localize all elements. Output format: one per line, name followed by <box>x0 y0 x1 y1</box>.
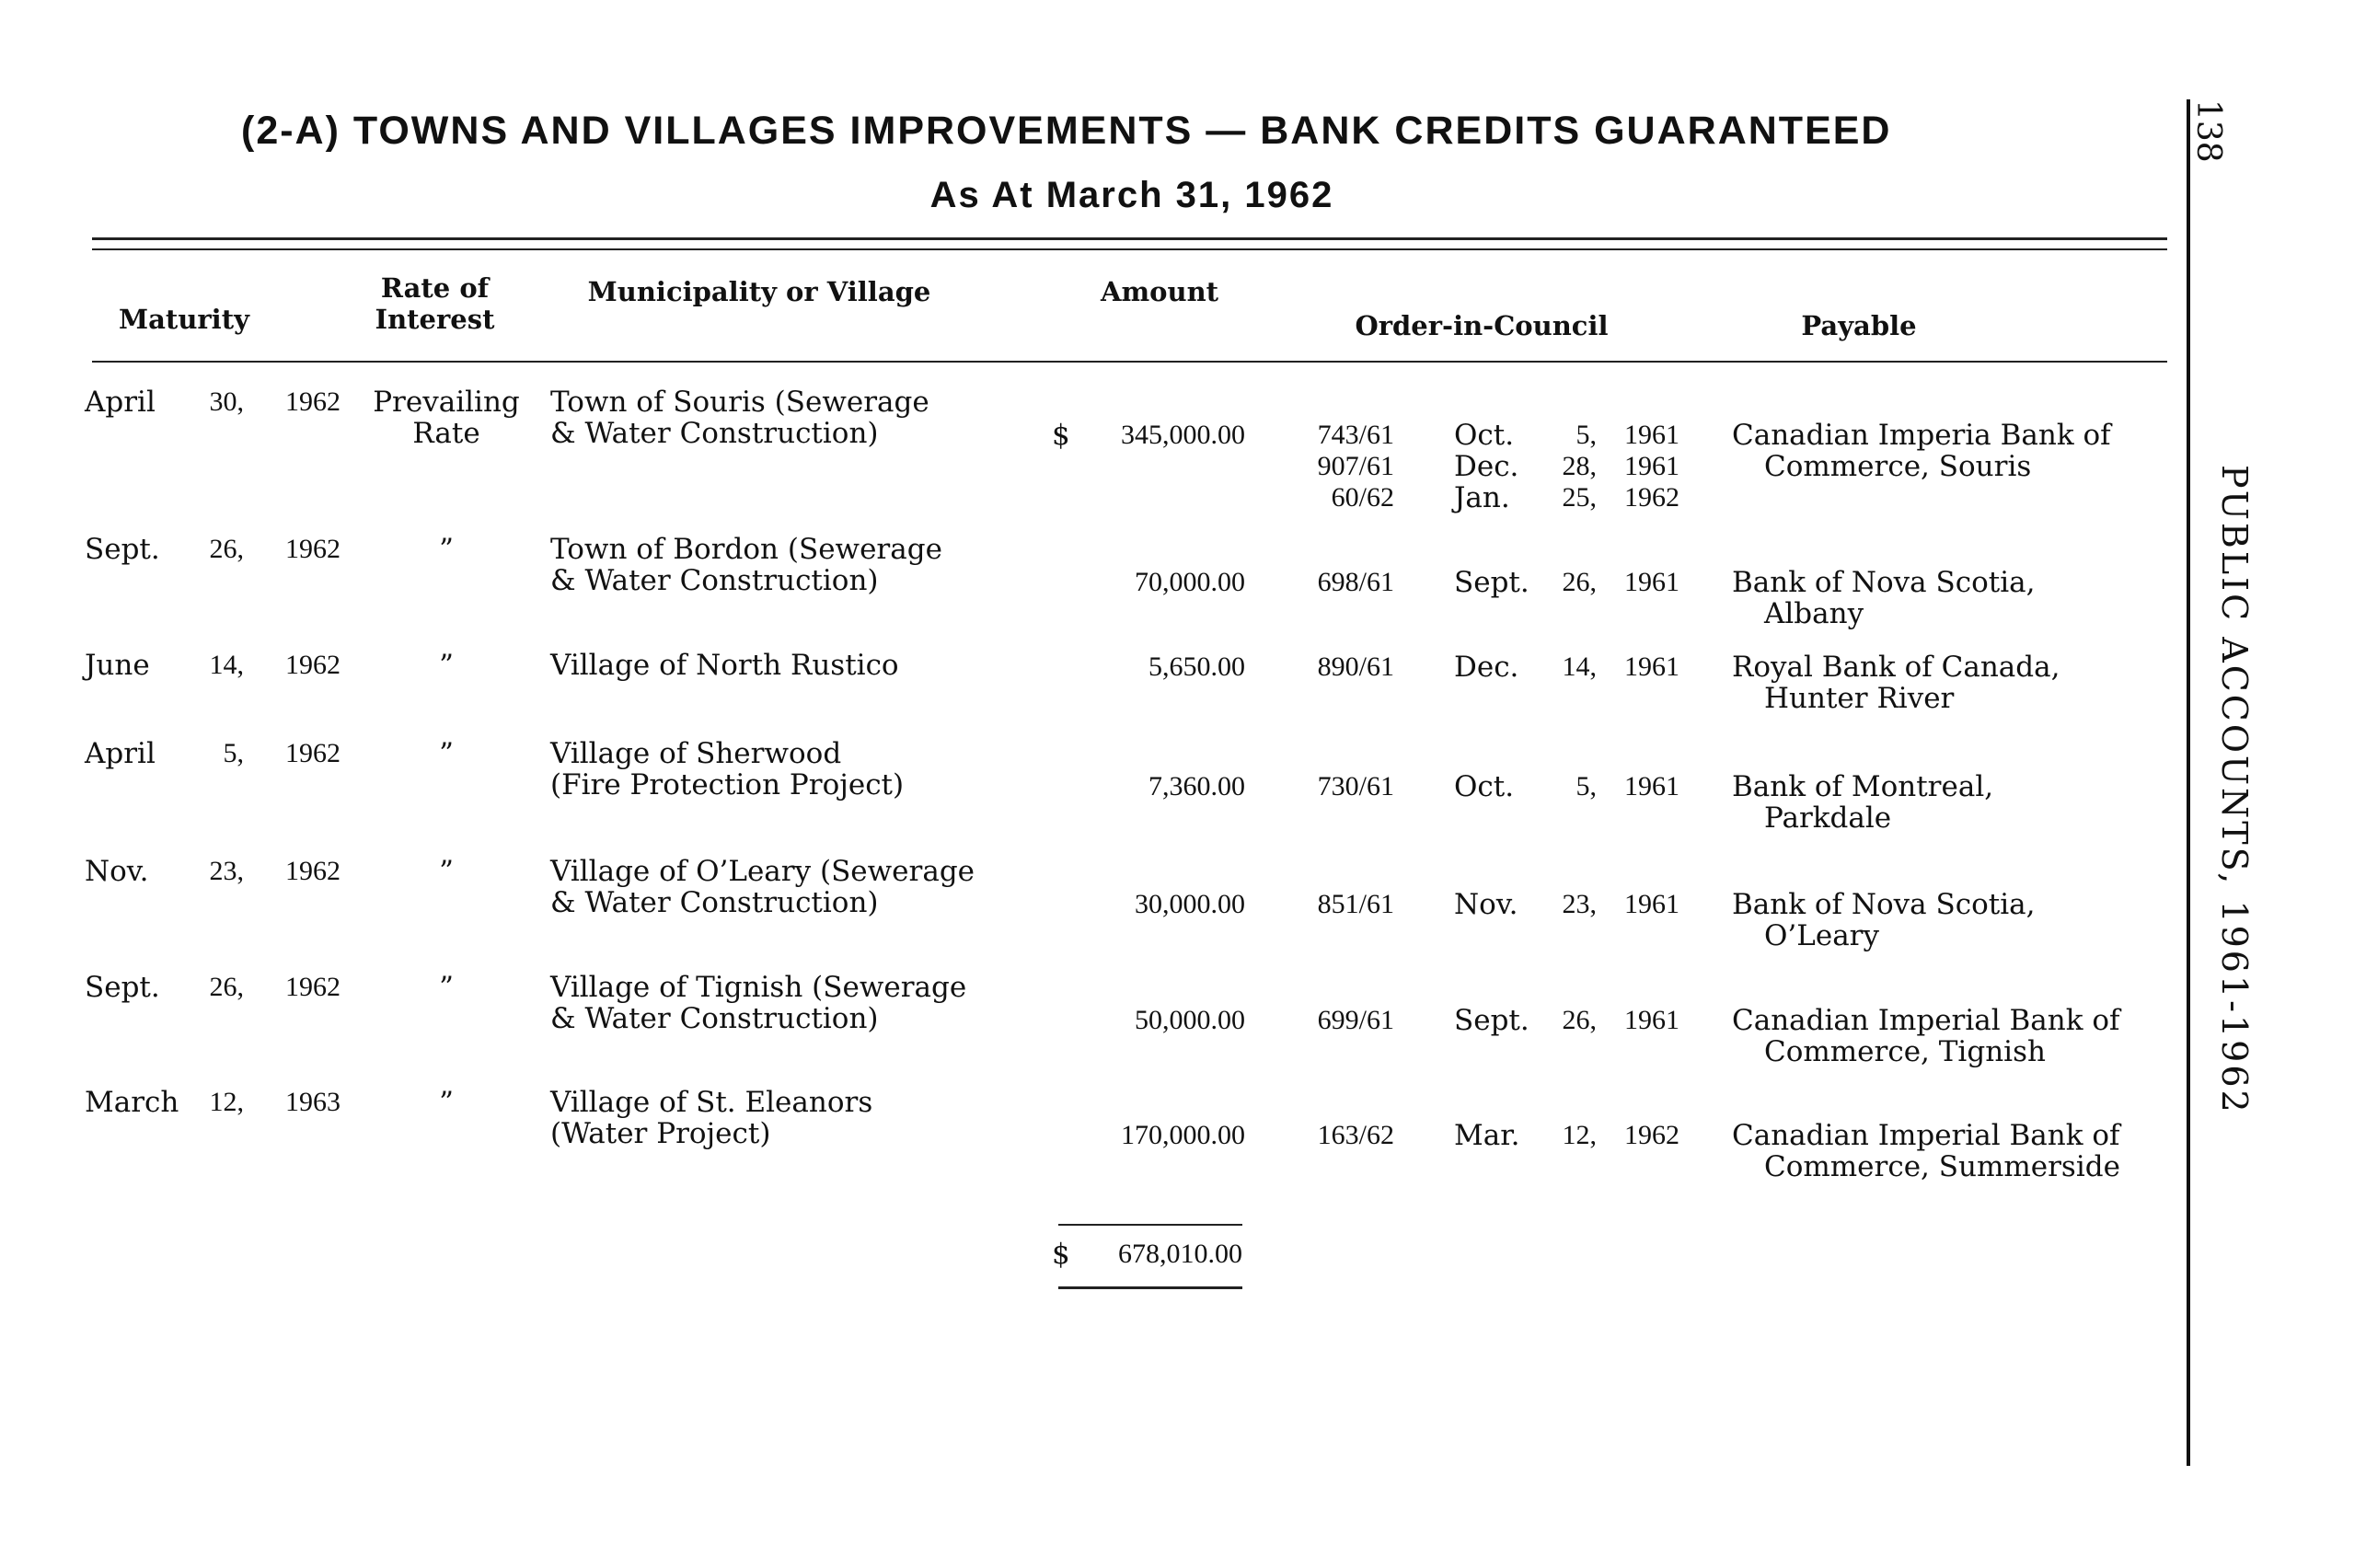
page-number: 138 <box>2189 99 2227 163</box>
total-currency: $ <box>1052 1238 1070 1271</box>
maturity-year: 1962 <box>285 386 340 417</box>
order-day: 23, <box>1562 889 1597 919</box>
municipality-line2: & Water Construction) <box>550 564 879 597</box>
order-month: Dec. <box>1454 651 1519 684</box>
page-subtitle: As At March 31, 1962 <box>929 175 1334 215</box>
order-number: 698/61 <box>1317 567 1394 597</box>
rate-line1: ” <box>439 971 454 1004</box>
payable-line1: Bank of Nova Scotia, <box>1732 888 2036 921</box>
amount-value: 170,000.00 <box>1121 1120 1245 1150</box>
maturity-month: Sept. <box>85 533 160 566</box>
amount-value: 7,360.00 <box>1148 771 1245 801</box>
municipality-line2: (Water Project) <box>550 1117 771 1150</box>
payable-line2: Commerce, Summerside <box>1764 1150 2120 1183</box>
municipality-line1: Town of Bordon (Sewerage <box>550 533 942 566</box>
header-rate-line1: Rate of <box>380 272 490 304</box>
rate-line1: ” <box>439 649 454 682</box>
header-payable: Payable <box>1801 310 1917 341</box>
municipality-line2: & Water Construction) <box>550 886 879 919</box>
payable-line1: Bank of Nova Scotia, <box>1732 566 2036 599</box>
maturity-year: 1962 <box>285 972 340 1002</box>
order-number: 890/61 <box>1317 651 1394 682</box>
amount-value: 30,000.00 <box>1135 889 1245 919</box>
maturity-year: 1962 <box>285 856 340 886</box>
payable-line1: Canadian Imperial Bank of <box>1732 1004 2120 1037</box>
running-title: PUBLIC ACCOUNTS, 1961-1962 <box>2214 465 2255 1115</box>
order-day: 25, <box>1562 482 1597 513</box>
payable-line2: O’Leary <box>1764 919 1880 952</box>
payable-line2: Albany <box>1764 597 1864 630</box>
total-amount: 678,010.00 <box>1118 1239 1242 1269</box>
order-number: 730/61 <box>1317 771 1394 801</box>
order-month: Mar. <box>1454 1119 1520 1152</box>
maturity-day: 12, <box>209 1087 244 1117</box>
amount-value: 5,650.00 <box>1148 651 1245 682</box>
header-municipality: Municipality or Village <box>587 276 931 307</box>
order-day: 26, <box>1562 1005 1597 1035</box>
municipality-line1: Town of Souris (Sewerage <box>550 386 929 419</box>
municipality-line1: Village of Sherwood <box>550 737 842 770</box>
rate-line1: ” <box>439 533 454 566</box>
order-number: 851/61 <box>1317 889 1394 919</box>
maturity-year: 1962 <box>285 534 340 564</box>
payable-line1: Bank of Montreal, <box>1732 770 1994 803</box>
order-day: 5, <box>1575 420 1597 450</box>
municipality-line1: Village of O’Leary (Sewerage <box>550 855 975 888</box>
payable-line2: Hunter River <box>1764 682 1955 715</box>
order-year: 1961 <box>1624 889 1679 919</box>
maturity-day: 5, <box>223 738 244 768</box>
maturity-day: 30, <box>209 386 244 417</box>
amount-value: 50,000.00 <box>1135 1005 1245 1035</box>
rate-line2: Rate <box>412 417 480 450</box>
order-year: 1962 <box>1624 1120 1679 1150</box>
maturity-day: 26, <box>209 972 244 1002</box>
municipality-line2: (Fire Protection Project) <box>550 768 905 801</box>
order-year: 1962 <box>1624 482 1679 513</box>
rate-line1: ” <box>439 855 454 888</box>
order-month: Sept. <box>1454 566 1529 599</box>
header-maturity: Maturity <box>119 304 249 335</box>
maturity-year: 1962 <box>285 650 340 680</box>
order-month: Jan. <box>1454 481 1510 514</box>
header-amount: Amount <box>1100 276 1219 307</box>
maturity-month: Sept. <box>85 971 160 1004</box>
order-number: 699/61 <box>1317 1005 1394 1035</box>
margin-rule <box>2187 99 2190 1466</box>
maturity-day: 23, <box>209 856 244 886</box>
page-title: (2-A) TOWNS AND VILLAGES IMPROVEMENTS — BANK CREDITS GUARANTEED <box>241 109 1892 153</box>
order-number: 907/61 <box>1317 451 1394 481</box>
order-year: 1961 <box>1624 651 1679 682</box>
municipality-line1: Village of Tignish (Sewerage <box>550 971 967 1004</box>
municipality-line1: Village of North Rustico <box>550 649 899 682</box>
order-month: Oct. <box>1454 419 1515 452</box>
total-rule-top <box>1058 1224 1242 1226</box>
payable-line2: Parkdale <box>1764 801 1892 835</box>
maturity-month: March <box>85 1086 179 1119</box>
order-day: 12, <box>1562 1120 1597 1150</box>
maturity-month: Nov. <box>85 855 149 888</box>
maturity-year: 1963 <box>285 1087 340 1117</box>
rate-line1: ” <box>439 737 454 770</box>
maturity-year: 1962 <box>285 738 340 768</box>
top-rule-1 <box>92 237 2167 240</box>
order-day: 26, <box>1562 567 1597 597</box>
order-day: 28, <box>1562 451 1597 481</box>
order-day: 5, <box>1575 771 1597 801</box>
order-month: Oct. <box>1454 770 1515 803</box>
payable-line1: Royal Bank of Canada, <box>1732 651 2060 684</box>
maturity-month: April <box>85 737 156 770</box>
total-rule-bottom <box>1058 1286 1242 1289</box>
municipality-line2: & Water Construction) <box>550 1002 879 1035</box>
header-rate-line2: Interest <box>375 304 495 335</box>
order-month: Dec. <box>1454 450 1519 483</box>
order-day: 14, <box>1562 651 1597 682</box>
payable-line2: Commerce, Souris <box>1764 450 2032 483</box>
order-year: 1961 <box>1624 771 1679 801</box>
order-month: Sept. <box>1454 1004 1529 1037</box>
header-order-in-council: Order-in-Council <box>1355 310 1609 341</box>
rate-line1: Prevailing <box>373 386 520 419</box>
maturity-month: June <box>85 649 150 682</box>
order-year: 1961 <box>1624 420 1679 450</box>
top-rule-2 <box>92 248 2167 250</box>
municipality-line2: & Water Construction) <box>550 417 879 450</box>
payable-line1: Canadian Imperia Bank of <box>1732 419 2111 452</box>
payable-line1: Canadian Imperial Bank of <box>1732 1119 2120 1152</box>
order-year: 1961 <box>1624 451 1679 481</box>
maturity-month: April <box>85 386 156 419</box>
order-year: 1961 <box>1624 1005 1679 1035</box>
order-number: 60/62 <box>1331 482 1394 513</box>
municipality-line1: Village of St. Eleanors <box>550 1086 873 1119</box>
rate-line1: ” <box>439 1086 454 1119</box>
amount-currency: $ <box>1052 419 1070 452</box>
order-number: 163/62 <box>1317 1120 1394 1150</box>
amount-value: 70,000.00 <box>1135 567 1245 597</box>
payable-line2: Commerce, Tignish <box>1764 1035 2046 1068</box>
maturity-day: 26, <box>209 534 244 564</box>
order-year: 1961 <box>1624 567 1679 597</box>
header-rule <box>92 361 2167 363</box>
order-month: Nov. <box>1454 888 1518 921</box>
order-number: 743/61 <box>1317 420 1394 450</box>
maturity-day: 14, <box>209 650 244 680</box>
amount-value: 345,000.00 <box>1121 420 1245 450</box>
